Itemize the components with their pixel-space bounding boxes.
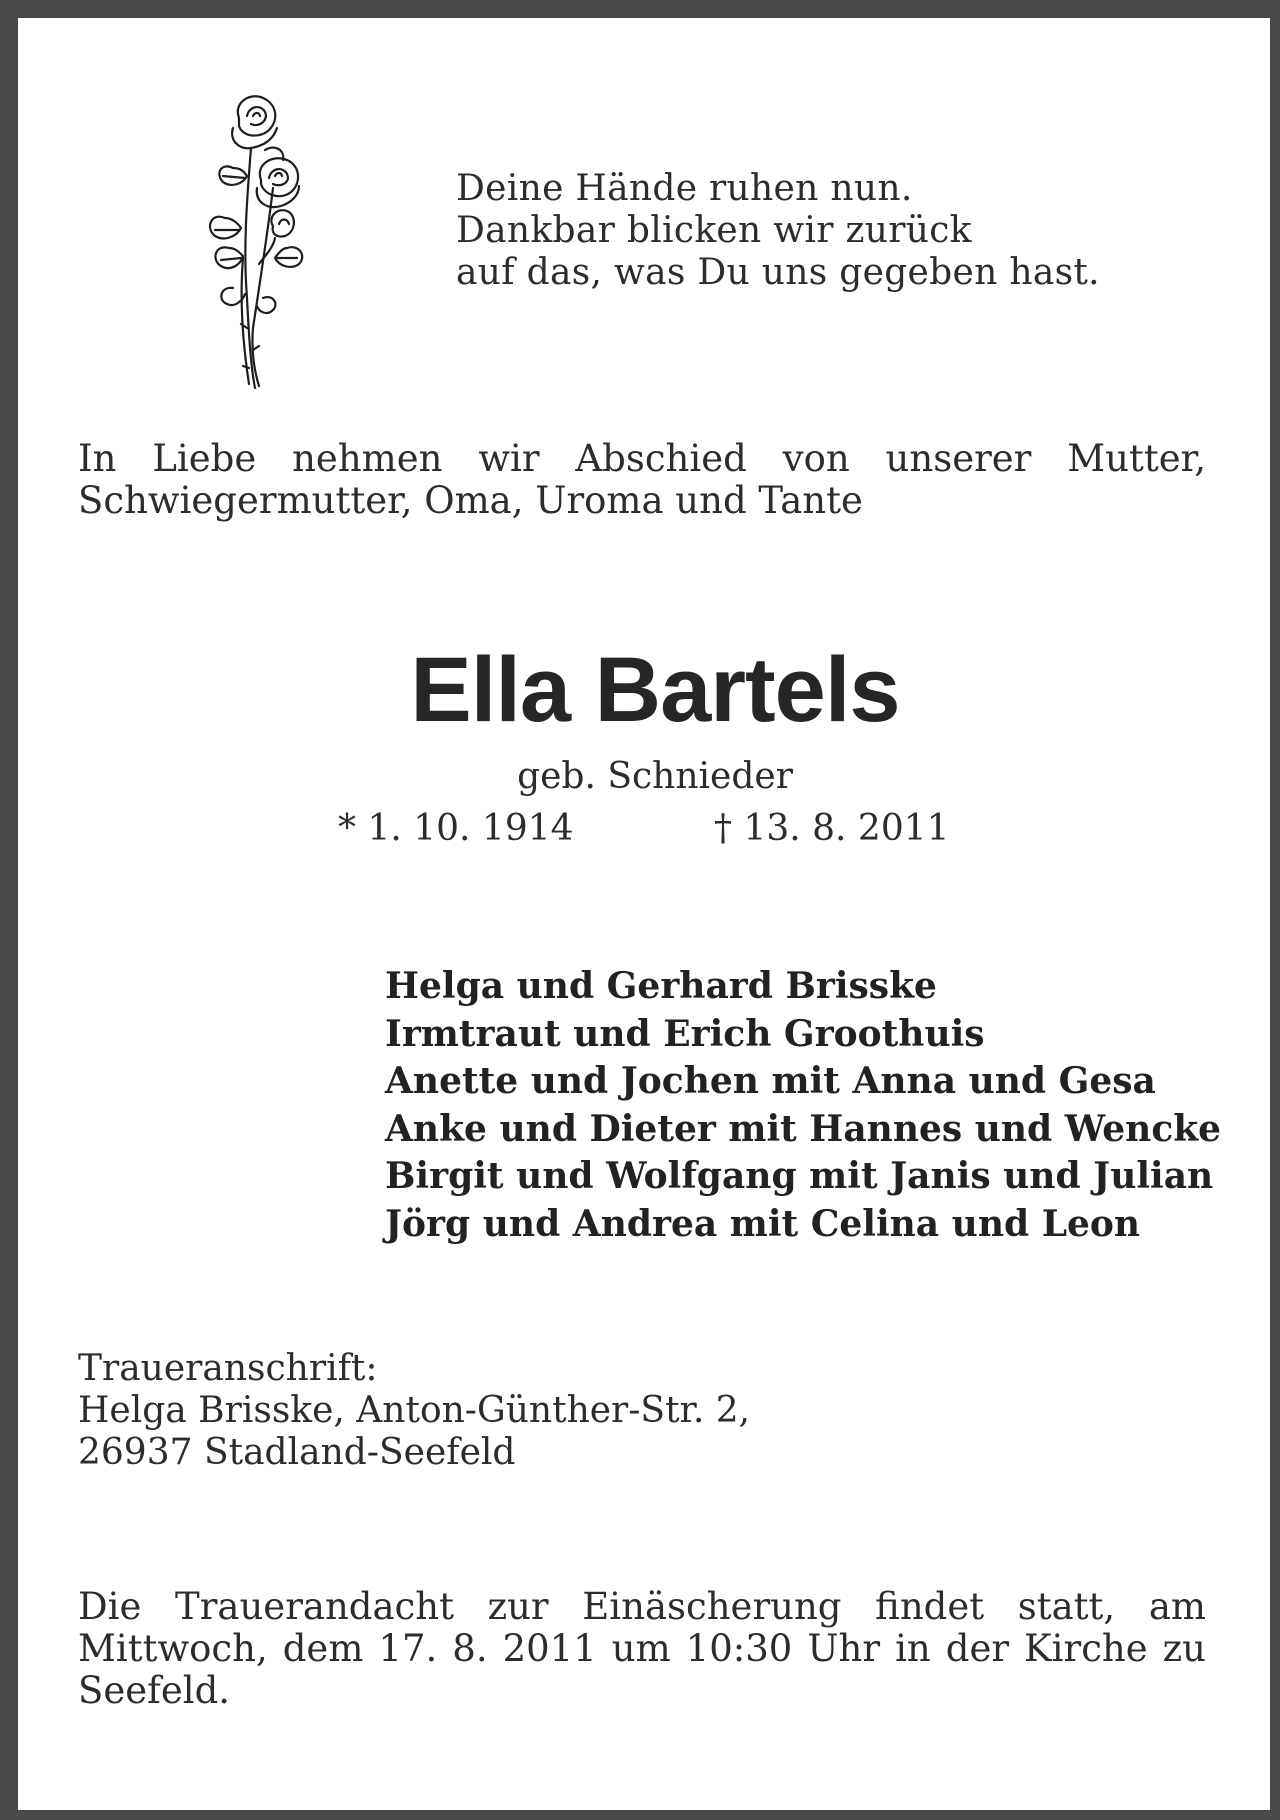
mourner-line: Birgit und Wolfgang mit Janis und Julian [385,1155,1214,1197]
farewell-intro [78,438,1206,522]
mourners-list [385,963,1221,1248]
mourning-address [78,1348,750,1474]
mourner-line: Helga und Gerhard Brisske [385,965,937,1007]
mourner-line: Anette und Jochen mit Anna und Gesa [385,1060,1156,1102]
service-line: Seefeld. [78,1669,231,1712]
service-line: Die Trauerandacht zur Einäscherung findet statt, am [78,1585,1206,1628]
service-announcement [78,1586,1206,1712]
birth-date: * 1. 10. 1914 [338,808,574,849]
address-label: Traueranschrift: [78,1348,378,1389]
motto-verse [456,168,1100,294]
rose-icon [203,88,323,398]
deceased-name: Ella Bartels [410,639,900,741]
service-line: Mittwoch, dem 17. 8. 2011 um 10:30 Uhr in der Kirche zu [78,1627,1206,1670]
address-line: Helga Brisske, Anton-Günther-Str. 2, [78,1390,751,1431]
obituary-notice [18,18,1270,1810]
mourner-line: Anke und Dieter mit Hannes und Wencke [385,1107,1222,1150]
mourner-line: Jörg und Andrea mit Celina und Leon [385,1202,1141,1245]
death-date: † 13. 8. 2011 [714,808,950,849]
maiden-name: geb. Schnieder [517,756,793,797]
motto-line: Deine Hände ruhen nun. [456,168,913,209]
motto-line: Dankbar blicken wir zurück [456,210,972,251]
mourner-line: Irmtraut und Erich Groothuis [385,1012,985,1055]
address-line: 26937 Stadland-Seefeld [78,1432,516,1473]
intro-line: In Liebe nehmen wir Abschied von unserer Mutter, [78,437,1206,480]
motto-line: auf das, was Du uns gegeben hast. [456,252,1100,293]
intro-line: Schwiegermutter, Oma, Uroma und Tante [78,479,863,522]
